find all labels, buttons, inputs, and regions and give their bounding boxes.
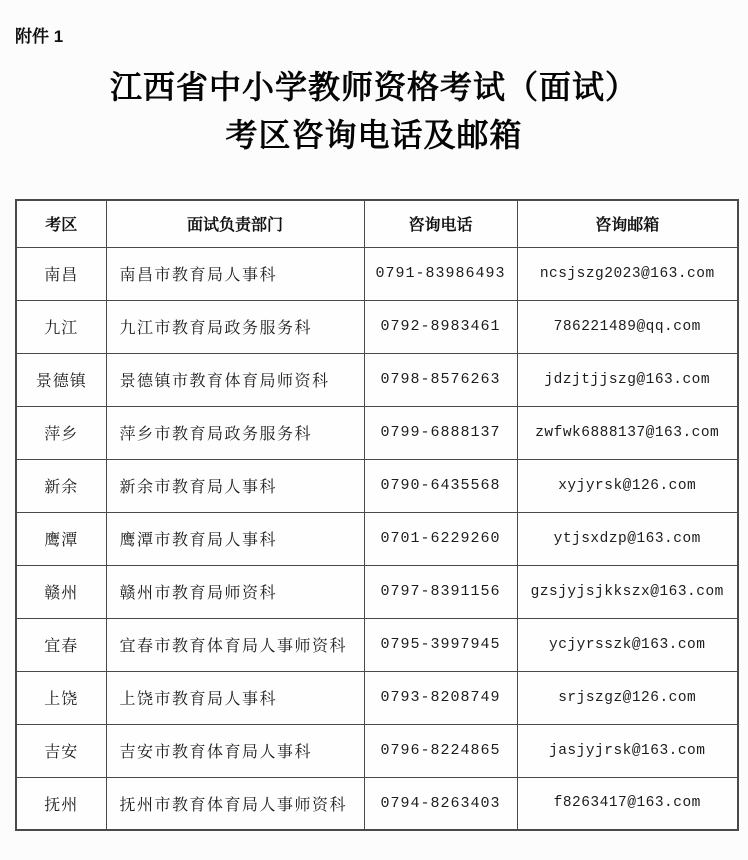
exam-area-cell: 抚州 <box>16 777 106 830</box>
table-row <box>16 671 738 724</box>
column-header-phone: 咨询电话 <box>364 200 517 247</box>
phone-cell: 0796-8224865 <box>364 724 517 777</box>
phone-cell: 0798-8576263 <box>364 353 517 406</box>
title-line-2: 考区咨询电话及邮箱 <box>225 117 523 153</box>
column-header-email: 咨询邮箱 <box>517 200 738 247</box>
table-row <box>16 565 738 618</box>
title-line-1: 江西省中小学教师资格考试（面试） <box>109 69 638 105</box>
department-cell: 九江市教育局政务服务科 <box>106 300 364 353</box>
exam-area-cell: 新余 <box>16 459 106 512</box>
phone-cell: 0794-8263403 <box>364 777 517 830</box>
exam-area-cell: 九江 <box>16 300 106 353</box>
table-row <box>16 618 738 671</box>
exam-area-cell: 景德镇 <box>16 353 106 406</box>
email-cell: srjszgz@126.com <box>517 671 738 724</box>
department-cell: 萍乡市教育局政务服务科 <box>106 406 364 459</box>
attachment-label: 附件 1 <box>15 27 64 46</box>
exam-area-cell: 吉安 <box>16 724 106 777</box>
department-cell: 鹰潭市教育局人事科 <box>106 512 364 565</box>
column-header-department: 面试负责部门 <box>106 200 364 247</box>
exam-area-contact-table <box>15 199 739 831</box>
table-row <box>16 724 738 777</box>
phone-cell: 0797-8391156 <box>364 565 517 618</box>
exam-area-cell: 萍乡 <box>16 406 106 459</box>
email-cell: ncsjszg2023@163.com <box>517 247 738 300</box>
email-cell: gzsjyjsjkkszx@163.com <box>517 565 738 618</box>
phone-cell: 0799-6888137 <box>364 406 517 459</box>
email-cell: ycjyrsszk@163.com <box>517 618 738 671</box>
exam-area-cell: 赣州 <box>16 565 106 618</box>
table-row <box>16 353 738 406</box>
exam-area-cell: 南昌 <box>16 247 106 300</box>
email-cell: ytjsxdzp@163.com <box>517 512 738 565</box>
department-cell: 赣州市教育局师资科 <box>106 565 364 618</box>
phone-cell: 0790-6435568 <box>364 459 517 512</box>
table-row <box>16 247 738 300</box>
department-cell: 南昌市教育局人事科 <box>106 247 364 300</box>
table-row <box>16 777 738 830</box>
email-cell: f8263417@163.com <box>517 777 738 830</box>
department-cell: 上饶市教育局人事科 <box>106 671 364 724</box>
table-row <box>16 512 738 565</box>
table-header-row <box>16 200 738 247</box>
exam-area-cell: 上饶 <box>16 671 106 724</box>
table-row <box>16 459 738 512</box>
email-cell: xyjyrsk@126.com <box>517 459 738 512</box>
table-row <box>16 406 738 459</box>
department-cell: 新余市教育局人事科 <box>106 459 364 512</box>
department-cell: 宜春市教育体育局人事师资科 <box>106 618 364 671</box>
phone-cell: 0792-8983461 <box>364 300 517 353</box>
exam-area-cell: 鹰潭 <box>16 512 106 565</box>
phone-cell: 0793-8208749 <box>364 671 517 724</box>
document-title <box>0 63 748 159</box>
department-cell: 吉安市教育体育局人事科 <box>106 724 364 777</box>
phone-cell: 0791-83986493 <box>364 247 517 300</box>
phone-cell: 0701-6229260 <box>364 512 517 565</box>
table-row <box>16 300 738 353</box>
email-cell: zwfwk6888137@163.com <box>517 406 738 459</box>
email-cell: 786221489@qq.com <box>517 300 738 353</box>
email-cell: jasjyjrsk@163.com <box>517 724 738 777</box>
phone-cell: 0795-3997945 <box>364 618 517 671</box>
email-cell: jdzjtjjszg@163.com <box>517 353 738 406</box>
department-cell: 景德镇市教育体育局师资科 <box>106 353 364 406</box>
column-header-exam-area: 考区 <box>16 200 106 247</box>
department-cell: 抚州市教育体育局人事师资科 <box>106 777 364 830</box>
exam-area-cell: 宜春 <box>16 618 106 671</box>
